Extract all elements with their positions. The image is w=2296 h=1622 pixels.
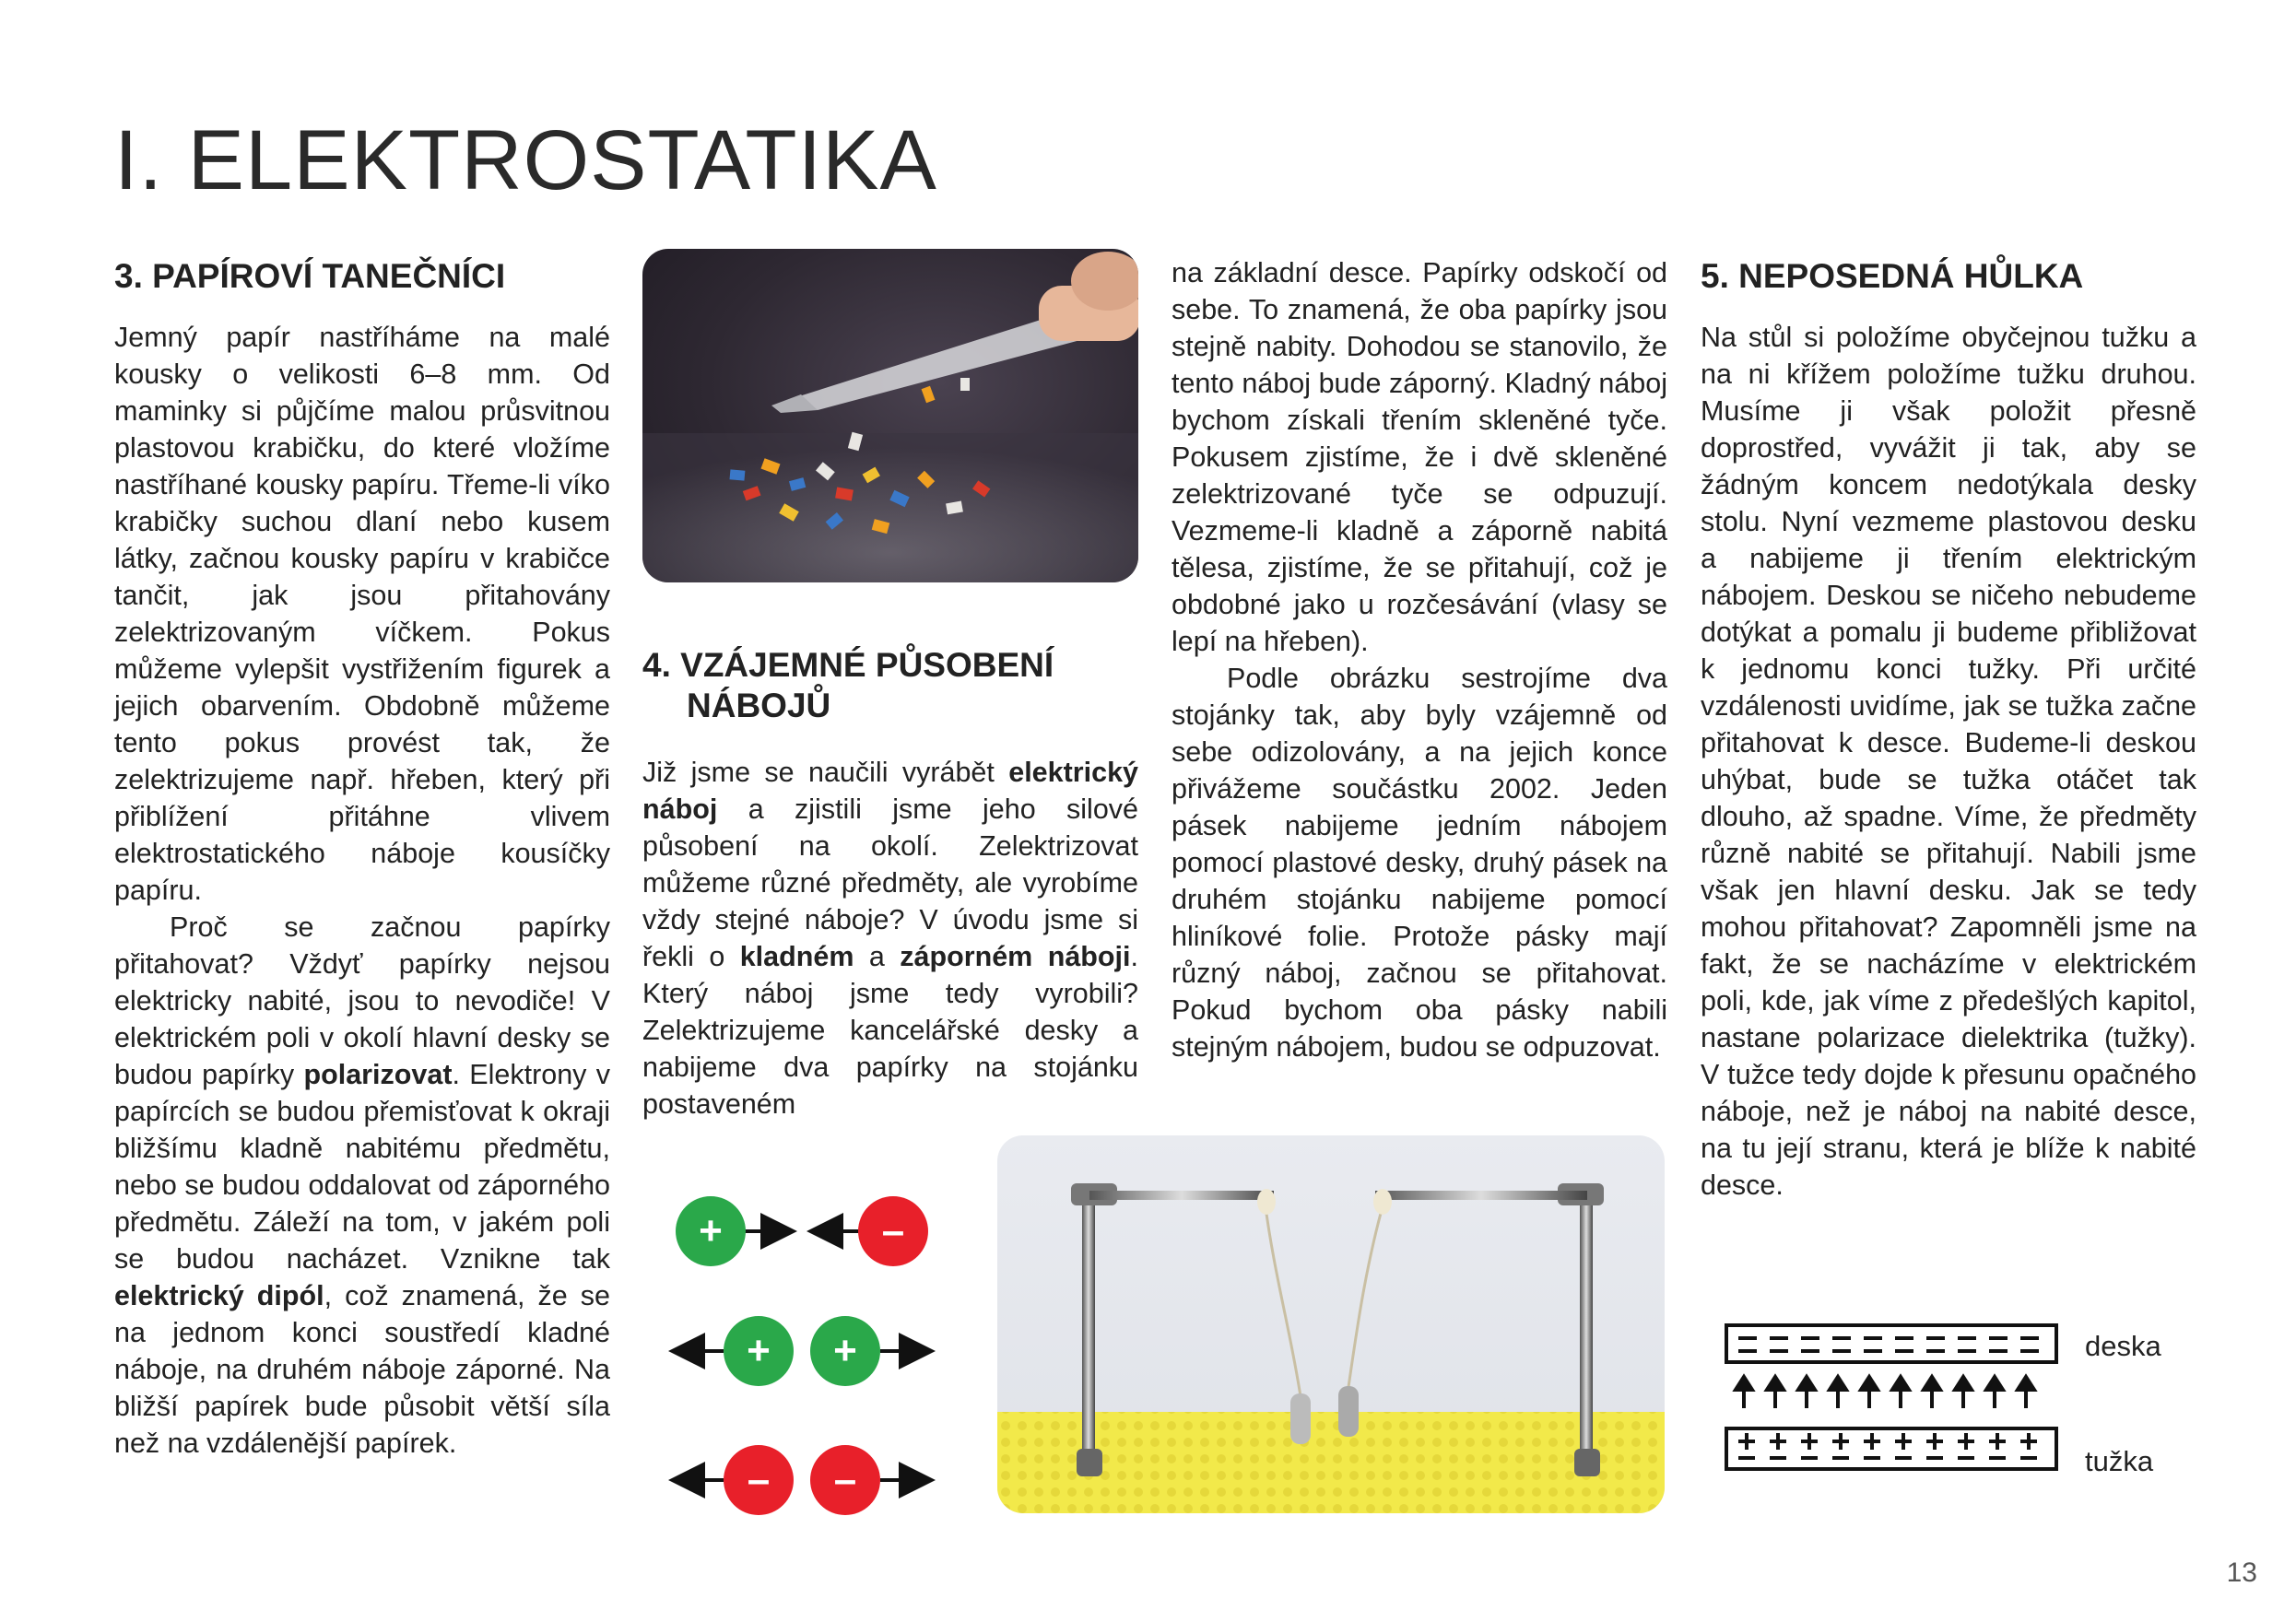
- svg-text:–: –: [833, 1457, 857, 1502]
- pen-paper-illustration: [642, 249, 1138, 582]
- desk-board: [1726, 1325, 2056, 1362]
- polarization-diagram: [1724, 1318, 2065, 1484]
- svg-text:–: –: [881, 1208, 905, 1253]
- section-4-paragraph-2: Podle obrázku sestrojíme dva stojánky tak, aby byly vzájemně od sebe odizolovány, a na jejich konce přivážeme součástku 2002. Jeden pásek nabijeme jedním nábojem pomocí plastové desky, druhý pásek na druhém stojánku nabijeme pomocí hliníkové folie. Protože pásky mají různý náboj, začnou se přitahovat. Pokud bychom oba pásky nabili stejným nábojem, budou se odpuzovat.: [1172, 663, 1667, 1063]
- attraction-row: [676, 1196, 928, 1266]
- svg-text:+: +: [747, 1328, 771, 1373]
- section-3-text: [114, 319, 610, 1462]
- svg-text:–: –: [747, 1457, 771, 1502]
- section-4-text-part1: Již jsme se naučili vyrábět elektrický náboj a zjistili jsme jeho silové působení na okolí. Zelektrizovat můžeme různé předměty, ale vyrobíme vždy stejné náboje? V úvodu jsme si řekli o kladném a záporném náboji. Který náboj jsme tedy vyrobili? Zelektrizujeme kancelářské desky a nabijeme dva papírky na stojánku postaveném: [642, 757, 1138, 1120]
- diagram-label-desk: deska: [2085, 1330, 2161, 1362]
- svg-text:+: +: [699, 1208, 723, 1253]
- negative-repulsion-row: [676, 1445, 928, 1515]
- section-5-text: [1701, 319, 2196, 1204]
- section-3-paragraph-2: Proč se začnou papírky přitahovat? Vždyť papírky nejsou elektricky nabité, jsou to nevodiče! V elektrickém poli v okolí hlavní desky se budou papírky polarizovat. Elektrony v papírcích se budou přemisťovat k okraji bližšímu kladně nabitému předmětu, nebo se budou oddalovat od záporného předmětu. Záleží na tom, v jakém poli se budou nacházet. Vznikne tak elektrický dipól, což znamená, že se na jednom konci soustředí kladné náboje, na druhém náboje záporné. Na bližší papírek bude působit větší síla než na vzdálenější papírek.: [114, 911, 611, 1459]
- stands-illustration: [997, 1135, 1665, 1513]
- section-4-text-part2: [1172, 254, 1667, 1065]
- pencil-board: [1726, 1428, 2056, 1469]
- stands-experiment-photo: [997, 1135, 1665, 1513]
- diagram-label-pencil: tužka: [2085, 1445, 2154, 1477]
- positive-repulsion-row: [676, 1316, 928, 1386]
- section-3-paragraph-1: Jemný papír nastříháme na malé kousky o velikosti 6–8 mm. Od maminky si půjčíme malou průsvitnou plastovou krabičku, do které vložíme nastříhané kousky papíru. Třeme-li víko krabičky suchou dlaní nebo kusem látky, začnou kousky papíru v krabičce tančit, jak jsou přitahovány zelektrizovaným víčkem. Pokus můžeme vylepšit vystřižením figurek a jejich obarvením. Obdobně můžeme tento pokus provést tak, že zelektrizujeme např. hřeben, který při přiblížení přitáhne vlivem elektrostatického náboje kousíčky papíru.: [114, 322, 610, 906]
- page-title: I. ELEKTROSTATIKA: [114, 113, 937, 207]
- charge-interaction-diagram: [668, 1189, 936, 1530]
- svg-text:+: +: [833, 1328, 857, 1373]
- section-5-heading: 5. NEPOSEDNÁ HŮLKA: [1701, 257, 2084, 295]
- section-4-heading: 4. VZÁJEMNÉ PŮSOBENÍ NÁBOJŮ: [642, 646, 1054, 725]
- section-4-paragraph-continued: na základní desce. Papírky odskočí od sebe. To znamená, že oba papírky jsou stejně nabity. Dohodou se stanovilo, že tento náboj bude záporný. Kladný náboj bychom získali třením skleněné tyče. Pokusem zjistíme, že i dvě skleněné zelektrizované tyče se odpuzují. Vezmeme-li kladně a záporně nabitá tělesa, zjistíme, že se přitahují, což je obdobné jako u rozčesávání (vlasy se lepí na hřeben).: [1172, 257, 1667, 657]
- pen-paper-photo: [642, 249, 1138, 582]
- section-5-paragraph: Na stůl si položíme obyčejnou tužku a na ni křížem položíme tužku druhou. Musíme ji však položit přesně doprostřed, vyvážit ji tak, aby se žádným koncem nedotýkala desky stolu. Nyní vezmeme plastovou desku a nabijeme ji třením elektrickým nábojem. Deskou se ničeho nebudeme dotýkat a pomalu ji budeme přibližovat k jednomu konci tužky. Při určité vzdálenosti uvidíme, jak se tužka začne přitahovat k desce. Budeme-li deskou uhýbat, bude se tužka otáčet tak dlouho, až spadne. Víme, že předměty různě nabité se přitahují. Nabili jsme však jen hlavní desku. Jak se tedy mohou přitahovat? Zapomněli jsme na fakt, že se nacházíme v elektrickém poli, kde, jak víme z předešlých kapitol, nastane polarizace dielektrika (tužky). V tužce tedy dojde k přesunu opačného náboje, než je náboj na nabité desce, na tu její stranu, která je blíže k nabité desce.: [1701, 322, 2196, 1201]
- field-arrows: [1736, 1377, 2034, 1408]
- section-3-heading: 3. PAPÍROVÍ TANEČNÍCI: [114, 257, 506, 295]
- page-number: 13: [2226, 1557, 2257, 1588]
